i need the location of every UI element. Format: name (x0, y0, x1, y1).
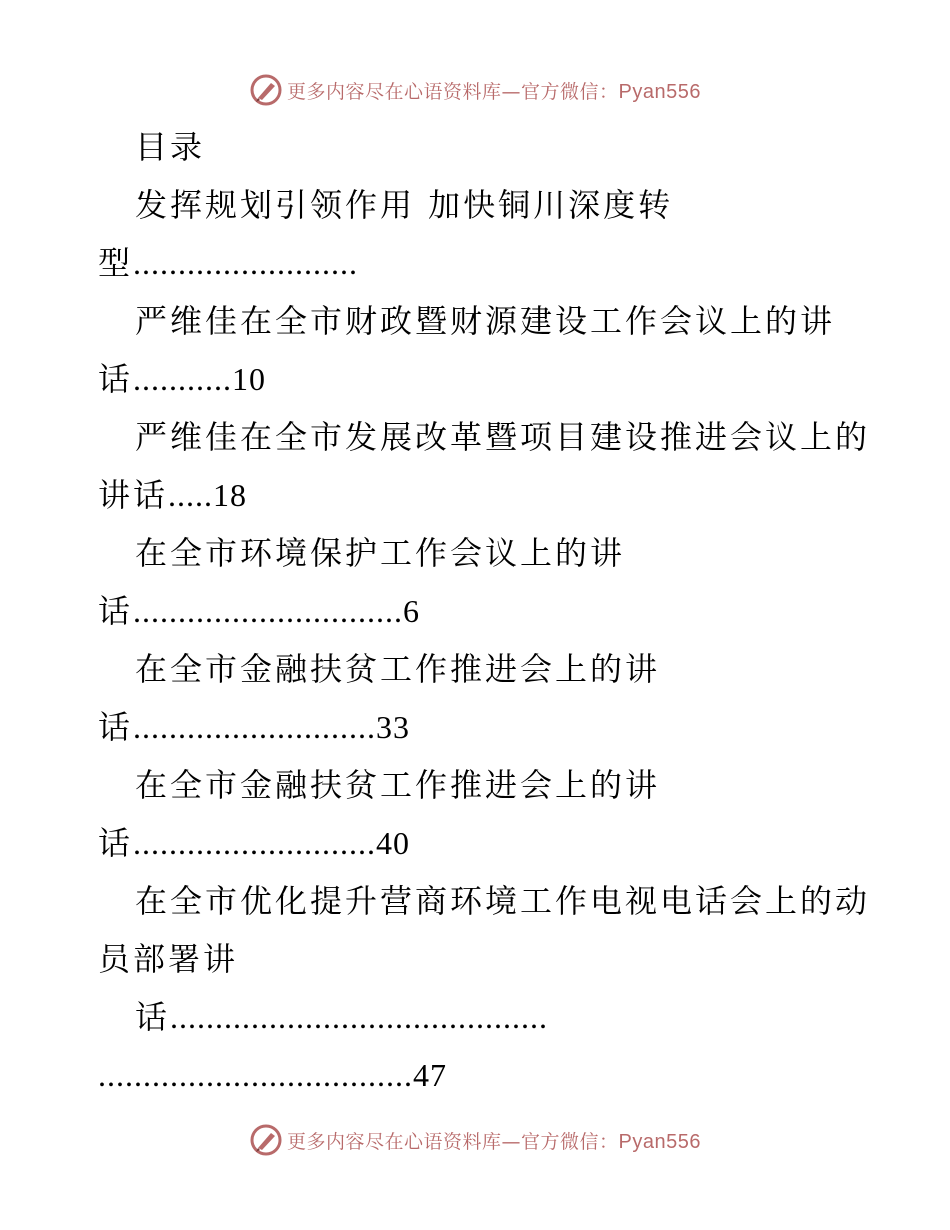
toc-entry-title: 在全市优化提升营商环境工作电视电话会上的动 (135, 882, 871, 920)
toc-entry-leader: 型......................... (98, 244, 359, 282)
toc-entry-title: 严维佳在全市财政暨财源建设工作会议上的讲 (135, 302, 836, 340)
toc-entry-title: 发挥规划引领作用 加快铜川深度转 (135, 186, 674, 224)
toc-entry-leader: 话..............................6 (98, 592, 421, 630)
toc-entry-leader-page: ...................................47 (98, 1057, 447, 1093)
toc-entry-title: 在全市金融扶贫工作推进会上的讲 (135, 650, 661, 688)
watermark-banner-top (0, 70, 950, 110)
toc-entry-leader: 讲话.....18 (98, 476, 248, 514)
toc-entry-leader: 话.......................................... (135, 998, 549, 1036)
watermark-text: 更多内容尽在心语资料库—官方微信：Pyan556 (287, 80, 701, 103)
pen-logo-icon (249, 1123, 283, 1157)
toc-entry-title: 在全市金融扶贫工作推进会上的讲 (135, 766, 661, 804)
toc-entry-continuation: 员部署讲 (98, 940, 239, 978)
table-of-contents (98, 118, 878, 1104)
toc-entry-title: 严维佳在全市发展改革暨项目建设推进会议上的 (135, 418, 871, 456)
toc-entry-leader: 话...........10 (98, 360, 267, 398)
watermark-banner-bottom (0, 1120, 950, 1160)
toc-heading: 目录 (135, 128, 206, 166)
watermark-text: 更多内容尽在心语资料库—官方微信：Pyan556 (287, 1130, 701, 1153)
toc-entry-leader: 话...........................40 (98, 824, 411, 862)
pen-logo-icon (249, 73, 283, 107)
toc-entry-leader: 话...........................33 (98, 708, 411, 746)
toc-entry-title: 在全市环境保护工作会议上的讲 (135, 534, 626, 572)
